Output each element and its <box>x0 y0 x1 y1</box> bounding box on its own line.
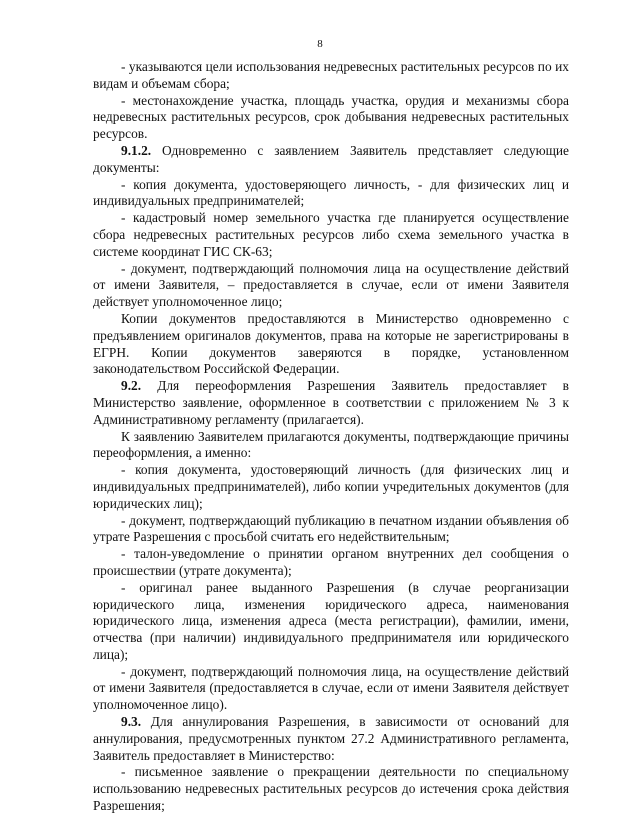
paragraph-text: Для переоформления Разрешения Заявитель предоставляет в Министерство заявление, оформленное в соответствии с приложением № 3 к Административному регламенту (прилагается). <box>93 378 569 427</box>
page-number: 8 <box>317 38 323 50</box>
paragraph <box>93 261 569 311</box>
paragraph <box>93 210 569 260</box>
paragraph-text: - указываются цели использования недревесных растительных ресурсов по их видам и объемам сбора; <box>93 59 569 91</box>
paragraph <box>93 429 569 463</box>
paragraph-number: 9.3. <box>121 714 142 730</box>
document-body <box>93 59 569 815</box>
paragraph <box>93 378 569 428</box>
paragraph-text: К заявлению Заявителем прилагаются документы, подтверждающие причины переоформления, а именно: <box>93 428 569 461</box>
paragraph <box>93 513 569 547</box>
paragraph-text: - документ, подтверждающий полномочия лица на осуществление действий от имени Заявителя, – предоставляется в случае, если от имени Заявителя действует уполномоченное лицо; <box>93 260 569 310</box>
paragraph <box>93 177 569 211</box>
paragraph-text: - документ, подтверждающий публикацию в печатном издании объявления об утрате Разрешения с просьбой считать его недействительным; <box>93 512 569 545</box>
paragraph <box>93 764 569 814</box>
paragraph <box>93 714 569 764</box>
paragraph-number: 9.2. <box>121 378 142 394</box>
paragraph <box>93 93 569 143</box>
paragraph <box>93 664 569 714</box>
paragraph <box>93 311 569 378</box>
paragraph <box>93 59 569 93</box>
paragraph-text: - талон-уведомление о принятии органом внутренних дел сообщения о происшествии (утрате документа); <box>93 546 569 578</box>
paragraph-text: - документ, подтверждающий полномочия лица, на осуществление действий от имени Заявителя (предоставляется в случае, если от имени Заявителя действует уполномоченное лицо). <box>93 663 569 713</box>
paragraph-text: - письменное заявление о прекращении деятельности по специальному использованию недревесных растительных ресурсов до истечения срока действия Разрешения; <box>93 764 569 814</box>
paragraph <box>93 580 569 664</box>
paragraph-text: - копия документа, удостоверяющий личность (для физических лиц и индивидуальных предпринимателей), либо копии учредительных документов (для юридических лиц); <box>93 462 569 511</box>
paragraph-text: Для аннулирования Разрешения, в зависимости от оснований для аннулирования, предусмотренных пунктом 27.2 Административного регламента, Заявитель предоставляет в Министерство: <box>93 714 569 763</box>
paragraph-text: - копия документа, удостоверяющего личность, - для физических лиц и индивидуальных предпринимателей; <box>93 176 569 209</box>
paragraph-text: Копии документов предоставляются в Министерство одновременно с предъявлением оригиналов документов, права на которые не зарегистрированы в ЕГРН. Копии документов заверяются в порядке, установленном законодательством Российской Федерации. <box>93 310 569 377</box>
paragraph-text: Одновременно с заявлением Заявитель представляет следующие документы: <box>93 142 569 175</box>
paragraph <box>93 143 569 177</box>
paragraph <box>93 546 569 580</box>
paragraph-text: - местонахождение участка, площадь участка, орудия и механизмы сбора недревесных растительных ресурсов, срок добывания недревесных растительных ресурсов. <box>93 92 569 142</box>
paragraph-number: 9.1.2. <box>121 142 152 158</box>
paragraph-text: - кадастровый номер земельного участка где планируется осуществление сбора недревесных растительных ресурсов либо схема земельного участка в системе координат ГИС СК-63; <box>93 210 569 259</box>
paragraph-text: - оригинал ранее выданного Разрешения (в случае реорганизации юридического лица, изменения юридического адреса, наименования юридического лица, изменения адреса (места регистрации), фамилии, имени, отчества (при наличии) индивидуального предпринимателя или юридического лица); <box>93 579 569 662</box>
paragraph <box>93 462 569 512</box>
